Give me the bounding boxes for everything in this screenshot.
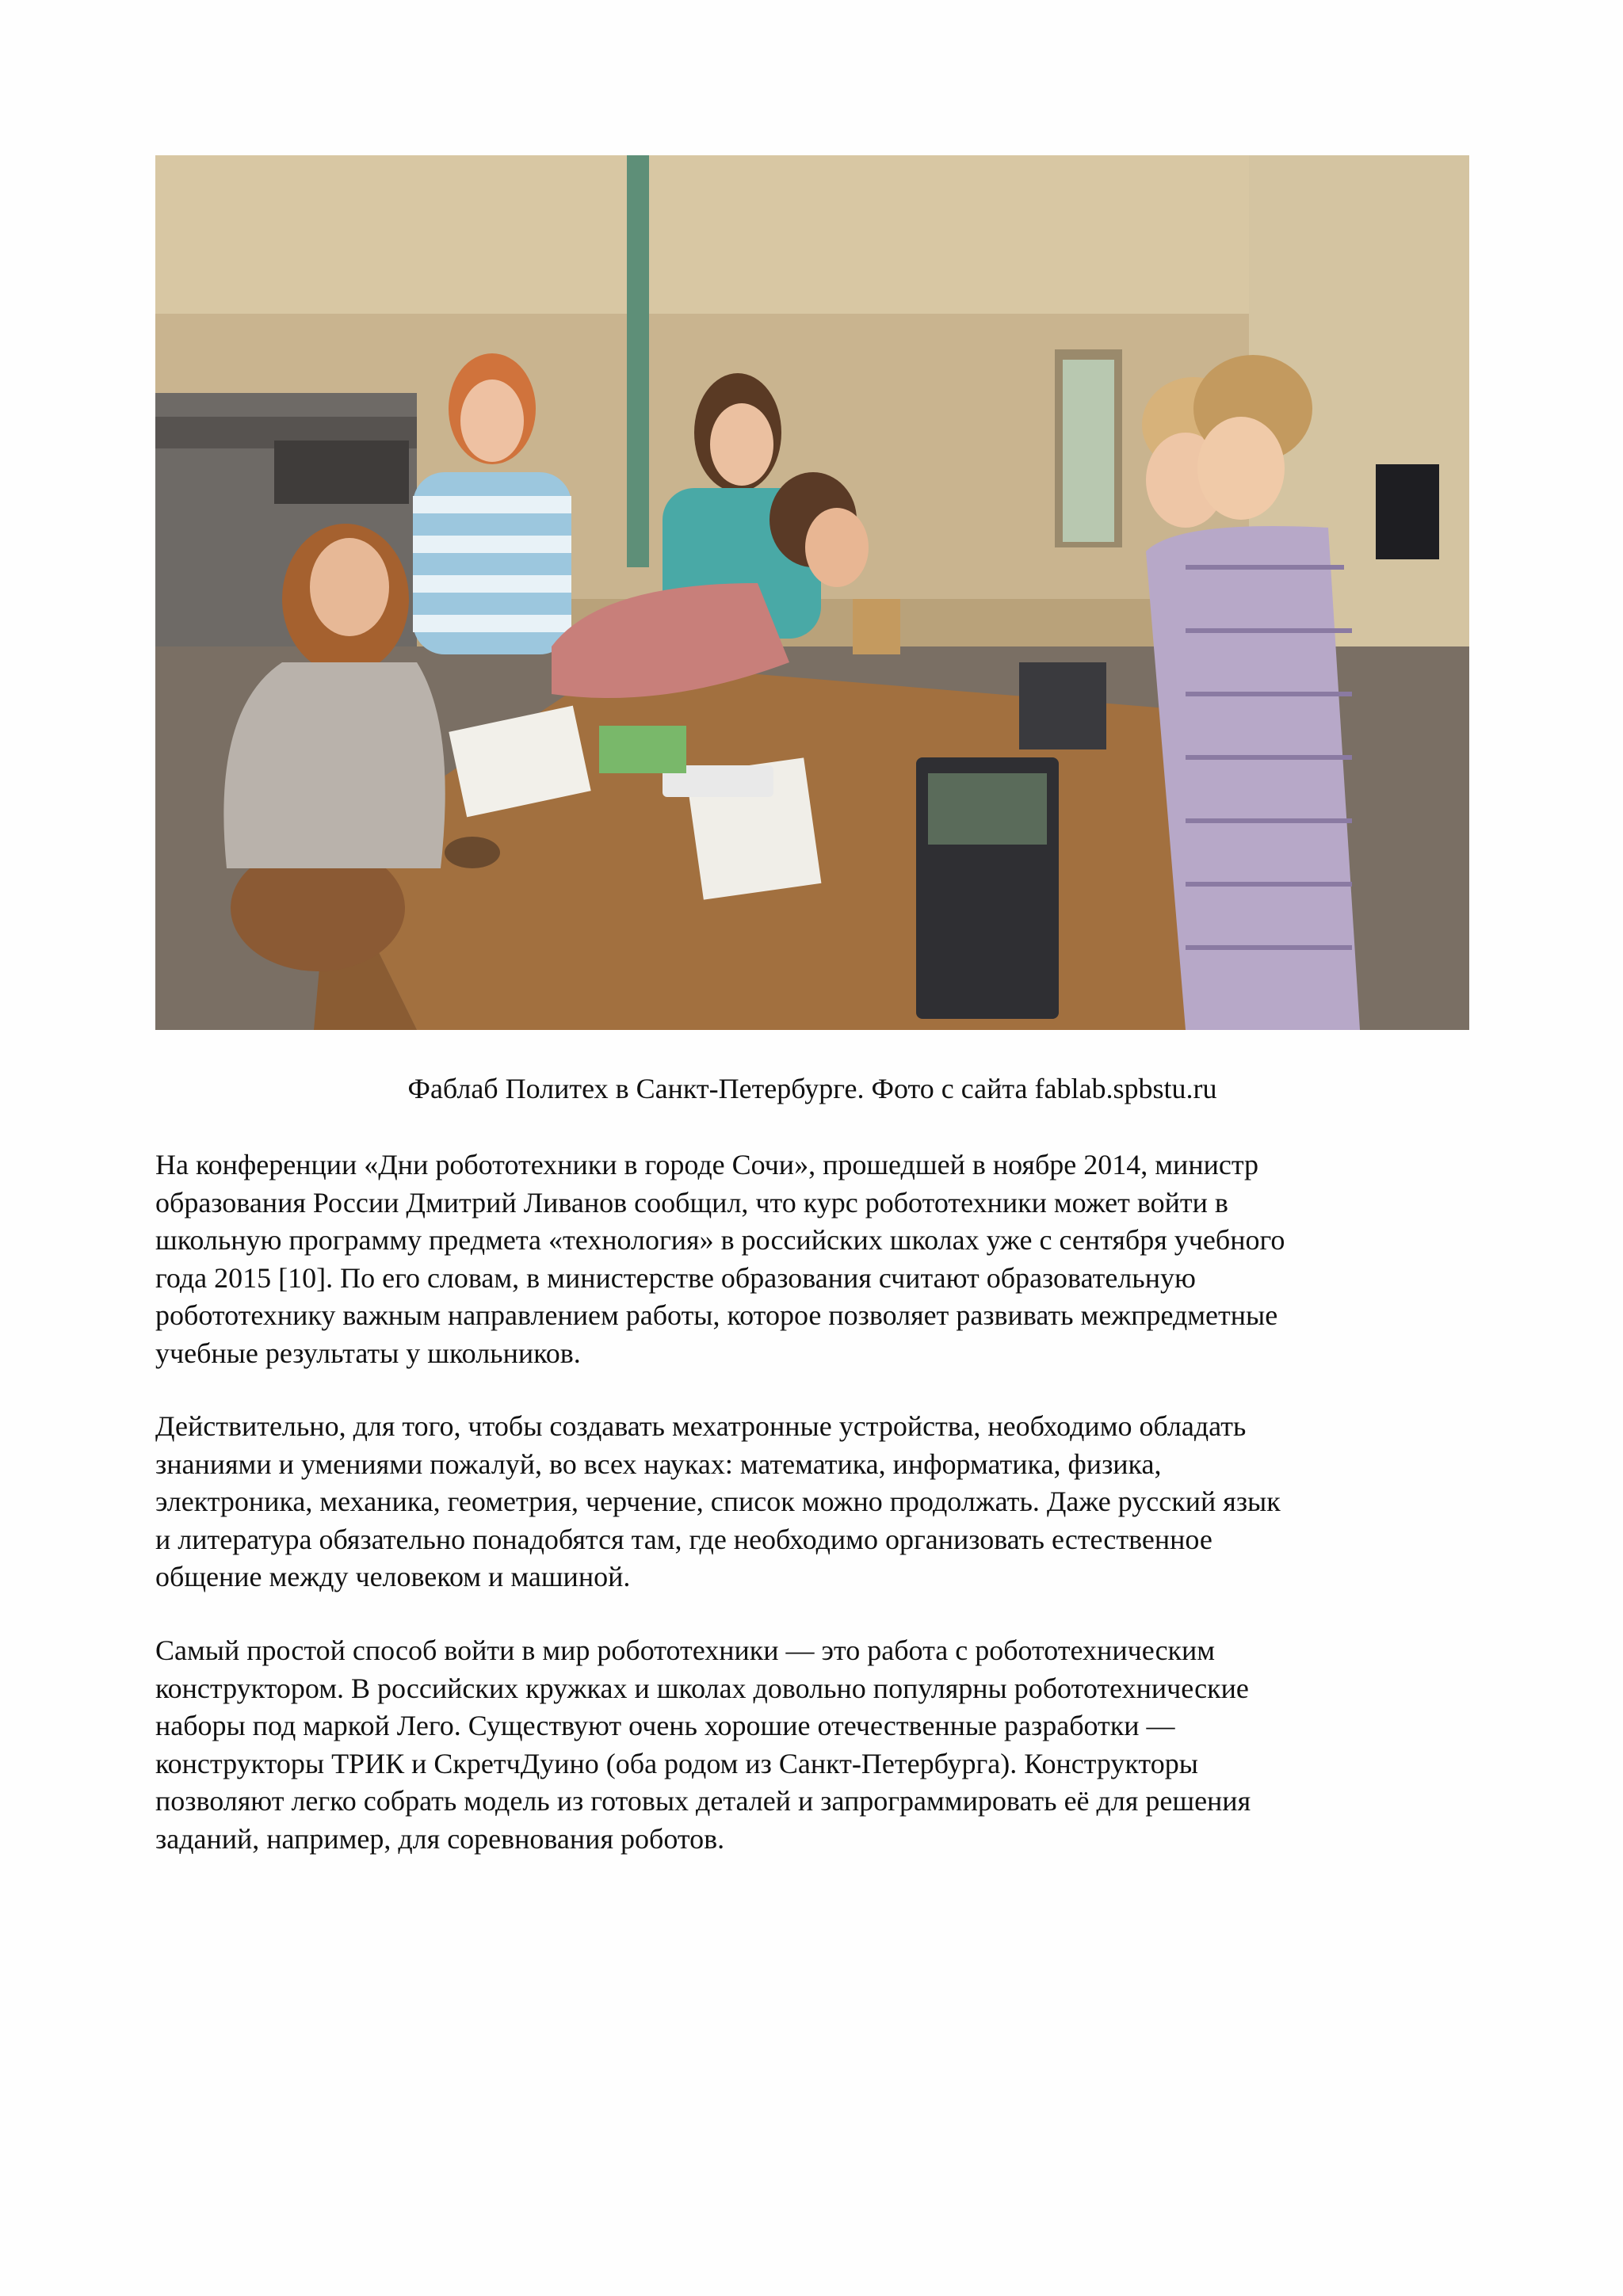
photo-caption: Фаблаб Политех в Санкт-Петербурге. Фото с сайта fablab.spbstu.ru — [407, 1073, 1217, 1104]
paragraph-3 — [155, 1632, 1487, 1858]
paragraph-line: школьную программу предмета «технология» в российских школах уже с сентября учебного — [155, 1224, 1285, 1256]
fablab-photo — [155, 155, 1469, 1030]
paragraph-line: наборы под маркой Лего. Существуют очень хорошие отечественные разработки — — [155, 1710, 1175, 1741]
paragraph-line: Самый простой способ войти в мир робототехники — это работа с робототехническим — [155, 1634, 1216, 1666]
paragraph-line: знаниями и умениями пожалуй, во всех науках: математика, информатика, физика, — [155, 1447, 1162, 1480]
paragraph-line: года 2015 [10]. По его словам, в министерстве образования считают образовательную — [155, 1261, 1196, 1294]
paragraph-line: конструктором. В российских кружках и школах довольно популярны робототехнические — [155, 1672, 1249, 1704]
paragraph-line: образования России Дмитрий Ливанов сообщил, что курс робототехники может войти в — [155, 1186, 1228, 1219]
fablab-photo-illustration — [155, 155, 1469, 1030]
paragraph-line: электроника, механика, геометрия, черчение, список можно продолжать. Даже русский язык — [155, 1486, 1281, 1517]
paragraph-line: и литература обязательно понадобятся там, где необходимо организовать естественное — [155, 1523, 1212, 1555]
paragraph-line: учебные результаты у школьников. — [155, 1337, 581, 1369]
paragraph-line: конструкторы ТРИК и СкретчДуино (оба родом из Санкт-Петербурга). Конструкторы — [155, 1747, 1198, 1779]
paragraph-2 — [155, 1408, 1487, 1596]
paragraph-line: общение между человеком и машиной. — [155, 1561, 631, 1592]
paragraph-1 — [155, 1146, 1487, 1372]
paragraph-line: робототехнику важным направлением работы, которое позволяет развивать межпредметные — [155, 1299, 1278, 1331]
paragraph-line: Действительно, для того, чтобы создавать мехатронные устройства, необходимо обладать — [155, 1410, 1247, 1442]
paragraph-line: позволяют легко собрать модель из готовых деталей и запрограммировать её для решения — [155, 1785, 1251, 1817]
paragraph-line: заданий, например, для соревнования роботов. — [155, 1822, 725, 1855]
paragraph-line: На конференции «Дни робототехники в городе Сочи», прошедшей в ноябре 2014, министр — [155, 1149, 1258, 1180]
